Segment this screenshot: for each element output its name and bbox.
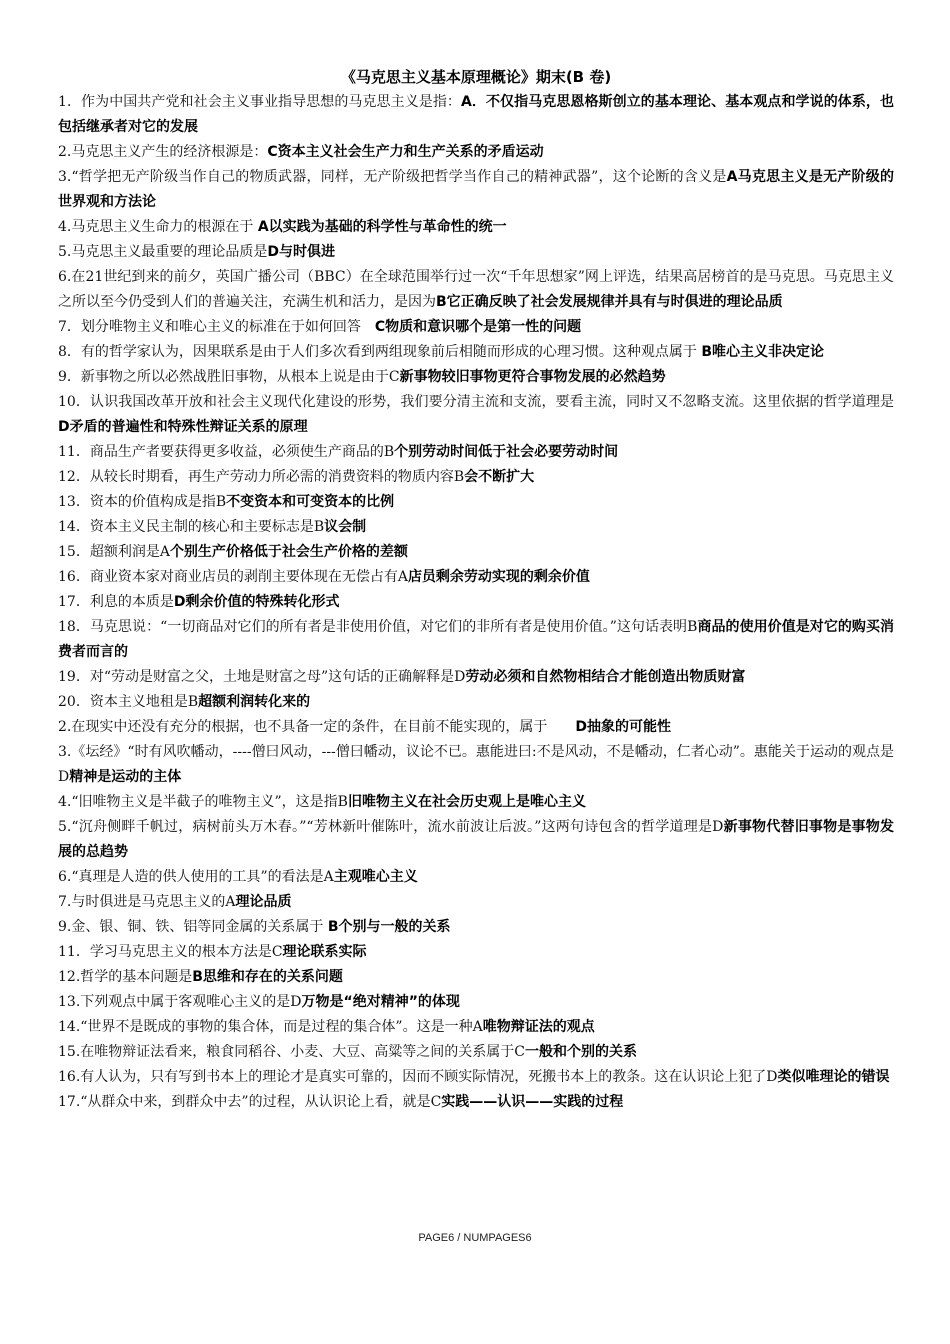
question-text: 12.哲学的基本问题是 xyxy=(58,969,193,985)
answer-text: A马克思主义是无产阶级的世界观和方法论 xyxy=(58,169,895,210)
answer-text: D剩余价值的特殊转化形式 xyxy=(173,594,340,610)
question-item xyxy=(58,1015,894,1040)
question-text: 9.金、银、铜、铁、铝等同金属的关系属于 xyxy=(58,919,328,935)
question-item xyxy=(58,715,894,740)
question-item xyxy=(58,665,894,690)
question-text: 5.“沉舟侧畔千帆过，病树前头万木春。”“芳林新叶催陈叶，流水前波让后波。”这两句诗包含的哲学道理是D xyxy=(58,819,724,835)
question-item xyxy=(58,915,894,940)
answer-text: 实践——认识——实践的过程 xyxy=(441,1094,624,1110)
answer-text: 一般和个别的关系 xyxy=(524,1044,637,1060)
question-item xyxy=(58,540,894,565)
question-text: 4.“旧唯物主义是半截子的唯物主义”，这是指B xyxy=(58,794,348,810)
question-text: 17．利息的本质是 xyxy=(58,594,174,610)
answer-text: B唯心主义非决定论 xyxy=(701,344,825,360)
question-text: 6.“真理是人造的供人使用的工具”的看法是A xyxy=(58,869,334,885)
question-text: 7.与时俱进是马克思主义的A xyxy=(58,894,236,910)
question-item xyxy=(58,690,894,715)
answer-text: B它正确反映了社会发展规律并具有与时俱进的理论品质 xyxy=(436,294,783,310)
answer-text: D矛盾的普遍性和特殊性辩证关系的原理 xyxy=(58,419,308,435)
question-item xyxy=(58,565,894,590)
answer-text: 旧唯物主义在社会历史观上是唯心主义 xyxy=(347,794,586,810)
question-text: 12．从较长时期看，再生产劳动力所必需的消费资料的物质内容B xyxy=(58,469,465,485)
question-item xyxy=(58,990,894,1015)
answer-text: 超额利润转化来的 xyxy=(198,694,311,710)
answer-text: 新事物代替旧事物是事物发展的总趋势 xyxy=(58,819,894,860)
question-item xyxy=(58,265,894,315)
question-text: 5.马克思主义最重要的理论品质是 xyxy=(58,244,268,260)
question-text: 4.马克思主义生命力的根源在于 xyxy=(58,219,258,235)
question-text: 14.“世界不是既成的事物的集合体，而是过程的集合体”。这是一种A xyxy=(58,1019,483,1035)
answer-text: B思维和存在的关系问题 xyxy=(192,969,343,985)
question-item xyxy=(58,965,894,990)
question-text: 15.在唯物辩证法看来，粮食同稻谷、小麦、大豆、高粱等之间的关系属于C xyxy=(58,1044,525,1060)
answer-text: 类似唯理论的错误 xyxy=(777,1069,890,1085)
answer-text: 不变资本和可变资本的比例 xyxy=(226,494,395,510)
question-text: 10．认识我国改革开放和社会主义现代化建设的形势，我们要分清主流和支流，要看主流，同时又不忽略支流。这里依据的哲学道理是 xyxy=(58,394,908,410)
question-text: 13.下列观点中属于客观唯心主义的是D xyxy=(58,994,302,1010)
answer-text: 主观唯心主义 xyxy=(333,869,418,885)
question-text: 14．资本主义民主制的核心和主要标志是B xyxy=(58,519,325,535)
question-item xyxy=(58,490,894,515)
question-item xyxy=(58,815,894,865)
question-item xyxy=(58,740,894,790)
question-text: 9．新事物之所以必然战胜旧事物，从根本上说是由于C xyxy=(58,369,400,385)
question-item xyxy=(58,1090,894,1115)
question-text: 11．商品生产者要获得更多收益，必须使生产商品的B xyxy=(58,444,395,460)
question-item xyxy=(58,465,894,490)
question-text: 13．资本的价值构成是指B xyxy=(58,494,227,510)
document-title: 《马克思主义基本原理概论》期末(B 卷) xyxy=(340,68,612,86)
answer-text: 个别劳动时间低于社会必要劳动时间 xyxy=(394,444,619,460)
question-text: 11．学习马克思主义的根本方法是C xyxy=(58,944,283,960)
question-text: 6.在21世纪到来的前夕，英国广播公司（BBC）在全球范围举行过一次“千年思想家”网上评选，结果高居榜首的是马克思。马克思主义之所以至今仍受到人们的普遍关注，充满生机和活力，是因为 xyxy=(58,269,894,310)
question-item xyxy=(58,940,894,965)
question-item xyxy=(58,390,908,440)
question-text: 2.马克思主义产生的经济根源是： xyxy=(58,144,268,160)
answer-text: D与时俱进 xyxy=(267,244,335,260)
question-item xyxy=(58,440,894,465)
question-text: 20．资本主义地租是B xyxy=(58,694,199,710)
answer-text: 议会制 xyxy=(324,519,367,535)
question-item xyxy=(58,1065,894,1090)
answer-text: A．不仅指马克思恩格斯创立的基本理论、基本观点和学说的体系，也包括继承者对它的发展 xyxy=(58,94,894,135)
answer-text: C资本主义社会生产力和生产关系的矛盾运动 xyxy=(267,144,544,160)
question-text: 19．对“劳动是财富之父，土地是财富之母”这句话的正确解释是D xyxy=(58,669,466,685)
question-text: 1．作为中国共产党和社会主义事业指导思想的马克思主义是指： xyxy=(58,94,461,110)
question-item xyxy=(58,865,894,890)
question-text: 8．有的哲学家认为，因果联系是由于人们多次看到两组现象前后相随而形成的心理习惯。这种观点属于 xyxy=(58,344,702,360)
question-item xyxy=(58,890,894,915)
answer-text: 万物是“绝对精神”的体现 xyxy=(301,994,460,1010)
document-page xyxy=(58,66,908,1115)
question-text: 15．超额利润是A xyxy=(58,544,170,560)
answer-text: 理论联系实际 xyxy=(282,944,367,960)
question-text: 17.“从群众中来，到群众中去”的过程，从认识论上看，就是C xyxy=(58,1094,442,1110)
question-item xyxy=(58,365,894,390)
answer-text: 个别生产价格低于社会生产价格的差额 xyxy=(169,544,408,560)
answer-text: 劳动必须和自然物相结合才能创造出物质财富 xyxy=(465,669,746,685)
answer-text: 精神是运动的主体 xyxy=(69,769,182,785)
question-text: 18．马克思说：“一切商品对它们的所有者是非使用价值，对它们的非所有者是使用价值。”这句话表明B xyxy=(58,619,698,635)
answer-text: A以实践为基础的科学性与革命性的统一 xyxy=(257,219,507,235)
answer-text: D抽象的可能性 xyxy=(575,719,671,735)
question-item xyxy=(58,140,894,165)
question-item xyxy=(58,515,894,540)
question-item xyxy=(58,340,894,365)
question-item xyxy=(58,90,894,140)
answer-text: C物质和意识哪个是第一性的问题 xyxy=(374,319,582,335)
question-item xyxy=(58,165,894,215)
question-text: 16.有人认为，只有写到书本上的理论才是真实可靠的，因而不顾实际情况，死搬书本上的教条。这在认识论上犯了D xyxy=(58,1069,778,1085)
question-item xyxy=(58,790,894,815)
answer-text: 会不断扩大 xyxy=(464,469,535,485)
answer-text: 唯物辩证法的观点 xyxy=(482,1019,595,1035)
answer-text: 商品的使用价值是对它的购买消费者而言的 xyxy=(58,619,895,660)
question-text: 3.“哲学把无产阶级当作自己的物质武器，同样，无产阶级把哲学当作自己的精神武器”，这个论断的含义是 xyxy=(58,169,727,185)
question-item xyxy=(58,315,894,340)
answer-text: 店员剩余劳动实现的剩余价值 xyxy=(407,569,590,585)
question-item xyxy=(58,240,894,265)
answer-text: 新事物较旧事物更符合事物发展的必然趋势 xyxy=(399,369,666,385)
question-item xyxy=(58,615,894,665)
question-text: 2.在现实中还没有充分的根据，也不具备一定的条件，在目前不能实现的，属于 xyxy=(58,719,576,735)
question-text: 7．划分唯物主义和唯心主义的标准在于如何回答 xyxy=(58,319,375,335)
answer-text: B个别与一般的关系 xyxy=(327,919,451,935)
answer-text: 理论品质 xyxy=(235,894,292,910)
page-footer: PAGE6 / NUMPAGES6 xyxy=(418,1232,532,1244)
question-list xyxy=(58,90,908,1115)
question-item xyxy=(58,590,894,615)
question-text: 16．商业资本家对商业店员的剥削主要体现在无偿占有A xyxy=(58,569,408,585)
question-text: 3.《坛经》“时有风吹幡动，----僧曰风动，---僧曰幡动，议论不已。惠能进曰:不是风动，不是幡动，仁者心动”。惠能关于运动的观点是D xyxy=(58,744,894,785)
question-item xyxy=(58,215,894,240)
question-item xyxy=(58,1040,894,1065)
